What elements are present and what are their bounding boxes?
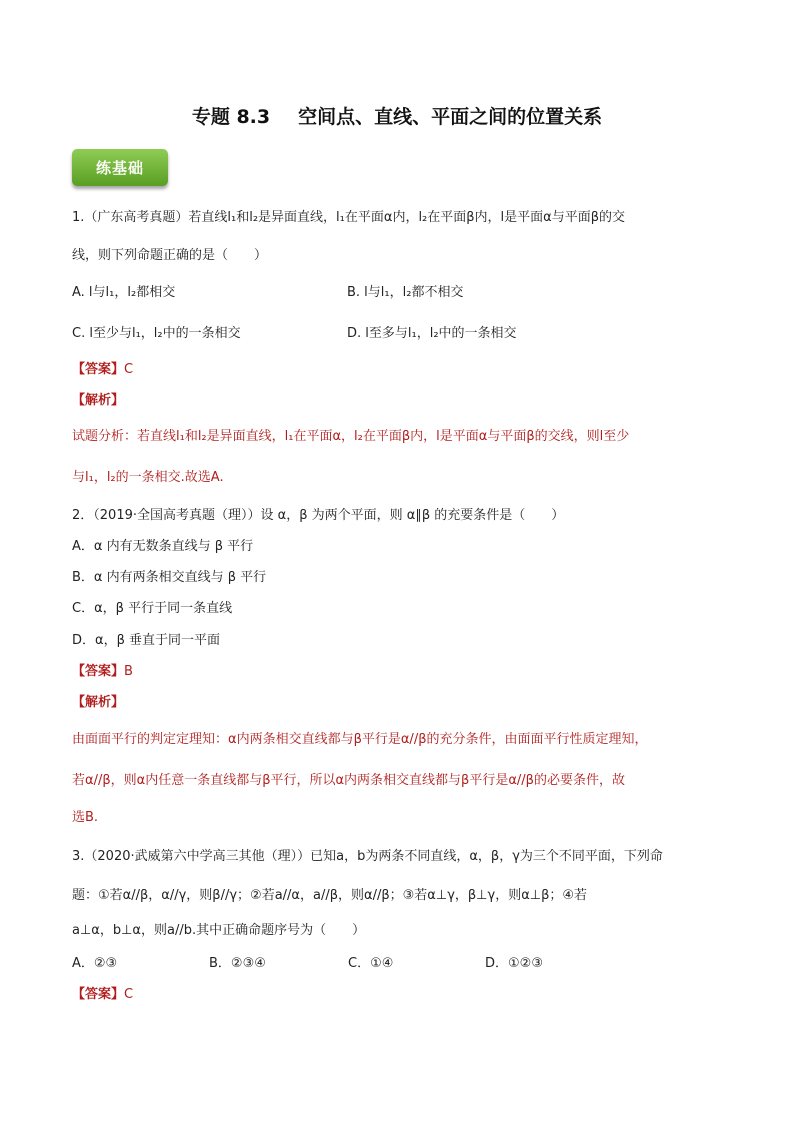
q2-stem-line-1: 2．（2019·全国高考真题（理））设 α，β 为两个平面，则 α∥β 的充要条件是（ ） bbox=[72, 508, 565, 523]
q2-option-d: D．α，β 垂直于同一平面 bbox=[72, 633, 221, 648]
q1-analysis-line-2: 与l₁，l₂的一条相交.故选A. bbox=[72, 470, 224, 485]
q3-answer bbox=[72, 986, 133, 1004]
q1-stem-line-2: 线，则下列命题正确的是（ ） bbox=[72, 248, 268, 263]
q3-option-c: C．①④ bbox=[348, 956, 394, 971]
q1-answer bbox=[72, 361, 133, 379]
q2-answer bbox=[72, 663, 133, 681]
q3-stem-line-1: 3.（2020·武威第六中学高三其他（理））已知a，b为两条不同直线，α，β，γ为三个不同平面，下列命 bbox=[72, 849, 663, 864]
answer-tag: 【答案】 bbox=[72, 987, 125, 1002]
q1-option-d: D. l至多与l₁，l₂中的一条相交 bbox=[347, 326, 517, 341]
q3-option-b: B．②③④ bbox=[209, 956, 266, 971]
q1-analysis-tag: 【解析】 bbox=[72, 393, 125, 408]
q2-analysis-line-3: 选B. bbox=[72, 810, 99, 825]
q2-option-b: B．α 内有两条相交直线与 β 平行 bbox=[72, 570, 267, 585]
q2-option-c: C．α，β 平行于同一条直线 bbox=[72, 601, 233, 616]
answer-value: C bbox=[124, 987, 134, 1002]
answer-value: C bbox=[124, 362, 134, 377]
q3-stem-line-3: a⊥α，b⊥α，则a//b.其中正确命题序号为（ ） bbox=[72, 923, 366, 938]
q3-stem-line-2: 题：①若α//β，α//γ，则β//γ；②若a//α，a//β，则α//β；③若α⊥γ，β⊥γ，则α⊥β；④若 bbox=[72, 888, 588, 903]
q3-option-a: A．②③ bbox=[72, 956, 118, 971]
q2-analysis-tag: 【解析】 bbox=[72, 695, 125, 710]
answer-value: B bbox=[124, 664, 133, 679]
q2-analysis-line-1: 由面面平行的判定定理知：α内两条相交直线都与β平行是α//β的充分条件，由面面平行性质定理知， bbox=[72, 732, 648, 747]
answer-tag: 【答案】 bbox=[72, 362, 125, 377]
title-text: 空间点、直线、平面之间的位置关系 bbox=[298, 106, 603, 128]
q2-option-a: A．α 内有无数条直线与 β 平行 bbox=[72, 539, 254, 554]
q1-stem-line-1: 1.（广东高考真题）若直线l₁和l₂是异面直线，l₁在平面α内，l₂在平面β内，l是平面α与平面β的交 bbox=[72, 210, 626, 225]
section-badge: 练基础 bbox=[72, 149, 168, 186]
q1-analysis-line-1: 试题分析：若直线l₁和l₂是异面直线，l₁在平面α，l₂在平面β内，l是平面α与平面β的交线，则l至少 bbox=[72, 429, 630, 444]
q3-option-d: D．①②③ bbox=[485, 956, 543, 971]
title-number: 专题 8.3 bbox=[191, 106, 271, 128]
q1-option-c: C. l至少与l₁，l₂中的一条相交 bbox=[72, 326, 241, 341]
answer-tag: 【答案】 bbox=[72, 664, 125, 679]
q1-option-a: A. l与l₁，l₂都相交 bbox=[72, 285, 176, 300]
q1-option-b: B. l与l₁，l₂都不相交 bbox=[347, 285, 464, 300]
page-title bbox=[0, 102, 794, 129]
q2-analysis-line-2: 若α//β，则α内任意一条直线都与β平行，所以α内两条相交直线都与β平行是α//β的必要条件，故 bbox=[72, 773, 625, 788]
